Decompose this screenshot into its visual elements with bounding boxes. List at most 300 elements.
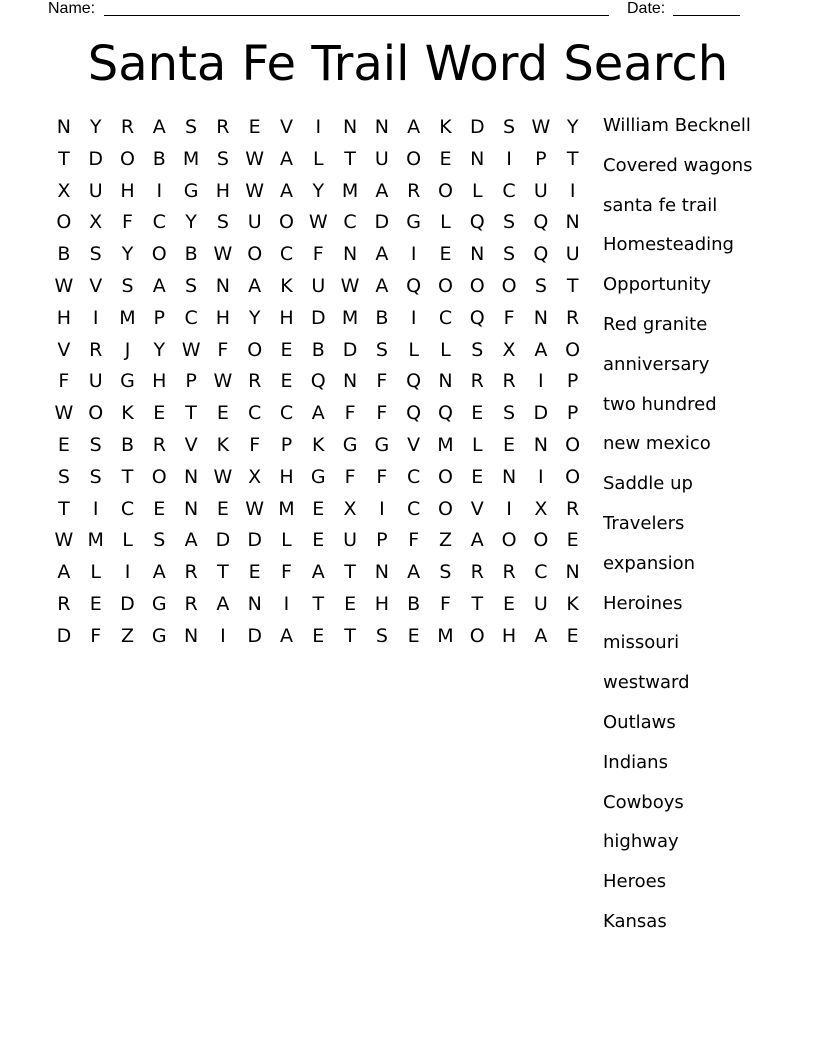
grid-letter: H	[279, 306, 294, 329]
word-list-item: santa fe trail	[603, 194, 718, 216]
grid-letter: E	[89, 592, 102, 615]
word-list-item: William Becknell	[603, 115, 751, 136]
grid-letter: T	[58, 147, 70, 170]
grid-letter: D	[88, 147, 104, 170]
grid-letter: F	[376, 370, 388, 393]
grid-letter: L	[440, 211, 451, 234]
grid-letter: P	[185, 370, 197, 393]
grid-letter: B	[184, 243, 198, 266]
grid-letter: A	[152, 561, 166, 584]
grid-letter: D	[374, 211, 390, 234]
grid-letter: N	[470, 147, 485, 170]
grid-letter: R	[502, 370, 516, 393]
grid-letter: S	[89, 243, 102, 266]
grid-row	[48, 271, 589, 303]
grid-letter: S	[375, 338, 388, 361]
grid-letter: L	[312, 147, 324, 170]
grid-letter: N	[183, 624, 199, 647]
grid-letter: T	[58, 497, 70, 520]
grid-letter: O	[151, 465, 167, 488]
grid-letter: E	[439, 243, 452, 266]
grid-letter: N	[183, 497, 199, 520]
grid-letter: I	[92, 306, 99, 329]
grid-letter: I	[379, 497, 385, 520]
grid-letter: A	[279, 624, 293, 647]
grid-letter: W	[213, 465, 233, 488]
grid-letter: A	[216, 592, 230, 615]
grid-letter: L	[471, 433, 483, 456]
grid-letter: H	[374, 592, 390, 615]
grid-letter: O	[278, 211, 294, 234]
grid-row	[48, 430, 589, 462]
grid-letter: N	[56, 116, 71, 138]
word-list-item: Cowboys	[603, 791, 684, 813]
grid-letter: I	[156, 179, 163, 202]
name-field[interactable]	[104, 15, 609, 16]
grid-letter: E	[471, 465, 484, 488]
grid-letter: O	[120, 147, 135, 170]
grid-letter: S	[439, 561, 452, 584]
grid-letter: O	[565, 465, 581, 488]
grid-letter: R	[566, 497, 580, 520]
grid-letter: E	[471, 402, 484, 425]
grid-letter: R	[248, 370, 262, 393]
grid-letter: A	[57, 561, 71, 584]
grid-letter: A	[407, 116, 421, 138]
grid-letter: I	[283, 592, 290, 615]
grid-letter: T	[217, 561, 229, 584]
grid-letter: S	[89, 465, 102, 488]
grid-letter: T	[471, 592, 484, 615]
grid-letter: R	[57, 592, 71, 615]
header	[0, 0, 816, 20]
grid-letter: X	[89, 211, 103, 234]
grid-letter: O	[469, 624, 485, 647]
grid-letter: P	[280, 433, 293, 456]
grid-letter: N	[342, 116, 358, 138]
grid-row	[48, 398, 589, 430]
grid-letter: F	[344, 465, 356, 488]
grid-letter: C	[407, 497, 421, 520]
grid-letter: I	[92, 497, 99, 520]
grid-letter: M	[119, 306, 136, 329]
grid-letter: Q	[437, 402, 453, 425]
grid-letter: E	[216, 402, 229, 425]
grid-letter: F	[249, 433, 261, 456]
grid-row	[48, 144, 589, 176]
grid-letter: M	[341, 179, 359, 202]
grid-row	[48, 335, 589, 367]
grid-letter: Q	[310, 370, 326, 393]
grid-letter: O	[437, 274, 453, 297]
word-list-item: highway	[603, 831, 679, 853]
grid-letter: F	[408, 529, 420, 552]
grid-letter: W	[245, 147, 265, 170]
grid-letter: D	[342, 338, 358, 361]
grid-letter: N	[215, 274, 230, 297]
grid-letter: R	[89, 338, 103, 361]
grid-letter: I	[538, 465, 544, 488]
grid-letter: S	[57, 465, 70, 488]
word-list-item: Covered wagons	[603, 154, 753, 176]
grid-letter: U	[533, 592, 548, 615]
grid-letter: S	[89, 433, 102, 456]
grid-letter: W	[245, 497, 265, 520]
grid-letter: O	[247, 338, 263, 361]
grid-letter: S	[503, 116, 516, 138]
grid-letter: B	[120, 433, 135, 456]
grid-letter: W	[213, 243, 233, 266]
word-list-item: Opportunity	[603, 274, 712, 296]
grid-letter: E	[503, 433, 516, 456]
grid-letter: J	[124, 338, 131, 361]
grid-letter: A	[248, 274, 262, 297]
word-list-item: Travelers	[603, 512, 685, 534]
grid-letter: F	[376, 465, 388, 488]
grid-letter: L	[408, 338, 419, 361]
grid-letter: X	[343, 497, 357, 520]
grid-letter: N	[342, 243, 358, 266]
grid-letter: U	[343, 529, 358, 552]
grid-letter: C	[248, 402, 262, 425]
grid-letter: C	[279, 243, 294, 266]
grid-letter: H	[279, 465, 294, 488]
grid-letter: E	[280, 338, 293, 361]
grid-letter: K	[280, 274, 293, 297]
grid-letter: X	[534, 497, 548, 520]
grid-letter: A	[184, 529, 198, 552]
grid-letter: W	[245, 179, 265, 202]
grid-letter: S	[375, 624, 388, 647]
grid-letter: I	[538, 370, 544, 393]
grid-letter: D	[533, 402, 549, 425]
grid-letter: A	[152, 116, 166, 138]
name-label: Name:	[48, 0, 96, 17]
grid-letter: O	[151, 243, 167, 266]
grid-row	[48, 176, 589, 208]
grid-letter: Q	[533, 211, 549, 234]
word-list-item: new mexico	[603, 433, 711, 455]
grid-letter: G	[120, 370, 135, 393]
grid-letter: Y	[312, 179, 325, 202]
grid-letter: C	[279, 402, 294, 425]
grid-letter: P	[153, 306, 166, 329]
grid-letter: Y	[248, 306, 261, 329]
grid-letter: G	[183, 179, 199, 202]
grid-letter: L	[90, 561, 101, 584]
grid-letter: A	[375, 179, 389, 202]
grid-letter: T	[344, 561, 356, 584]
grid-letter: F	[58, 370, 70, 393]
grid-letter: E	[407, 624, 420, 647]
word-list-item: Kansas	[603, 910, 667, 932]
grid-letter: N	[565, 211, 580, 234]
grid-letter: P	[566, 370, 579, 393]
grid-letter: T	[566, 147, 579, 170]
grid-letter: R	[184, 592, 198, 615]
grid-row	[48, 207, 589, 239]
grid-row	[48, 589, 589, 621]
grid-letter: S	[503, 211, 516, 234]
grid-letter: K	[312, 433, 325, 456]
grid-letter: O	[501, 529, 517, 552]
grid-letter: U	[88, 179, 103, 202]
date-field[interactable]	[673, 15, 740, 16]
grid-letter: H	[215, 179, 231, 202]
grid-letter: O	[565, 433, 581, 456]
grid-letter: E	[566, 624, 579, 647]
grid-row	[48, 557, 589, 589]
grid-letter: D	[56, 624, 72, 647]
grid-letter: C	[502, 179, 516, 202]
grid-letter: N	[183, 465, 199, 488]
grid-letter: R	[407, 179, 421, 202]
grid-letter: V	[184, 433, 198, 456]
grid-letter: P	[535, 147, 547, 170]
grid-letter: B	[311, 338, 325, 361]
grid-letter: A	[375, 243, 389, 266]
date-label: Date:	[627, 0, 666, 17]
word-list-item: two hundred	[603, 393, 717, 415]
grid-letter: S	[503, 402, 516, 425]
grid-letter: R	[502, 561, 516, 584]
grid-letter: E	[248, 561, 261, 584]
grid-letter: S	[534, 274, 547, 297]
grid-letter: V	[279, 116, 293, 138]
grid-letter: O	[437, 465, 453, 488]
grid-letter: S	[121, 274, 134, 297]
grid-letter: E	[280, 370, 293, 393]
grid-letter: F	[344, 402, 356, 425]
grid-letter: R	[184, 561, 198, 584]
grid-letter: C	[184, 306, 198, 329]
grid-letter: O	[501, 274, 517, 297]
grid-letter: F	[503, 306, 515, 329]
grid-letter: L	[440, 338, 451, 361]
grid-letter: W	[54, 274, 74, 297]
grid-letter: U	[247, 211, 262, 234]
grid-letter: I	[410, 243, 417, 266]
grid-letter: M	[278, 497, 295, 520]
word-list-item: westward	[603, 672, 690, 694]
grid-letter: H	[501, 624, 517, 647]
grid-letter: H	[120, 179, 135, 202]
grid-letter: V	[57, 338, 71, 361]
grid-letter: F	[90, 624, 102, 647]
grid-letter: H	[56, 306, 72, 329]
grid-letter: M	[437, 433, 454, 456]
grid-letter: W	[54, 402, 74, 425]
grid-letter: A	[311, 561, 325, 584]
grid-letter: R	[566, 306, 580, 329]
grid-letter: Y	[566, 116, 579, 138]
grid-letter: C	[120, 497, 135, 520]
grid-letter: G	[374, 433, 390, 456]
grid-letter: A	[152, 274, 166, 297]
grid-letter: A	[311, 402, 325, 425]
grid-letter: L	[122, 529, 133, 552]
grid-row	[48, 239, 589, 271]
grid-row	[48, 494, 589, 526]
grid-letter: B	[57, 243, 71, 266]
grid-row	[48, 366, 589, 398]
grid-row	[48, 303, 589, 335]
grid-row	[48, 112, 589, 144]
grid-letter: O	[469, 274, 485, 297]
word-list-item: Homesteading	[603, 234, 734, 256]
grid-letter: V	[89, 274, 103, 297]
grid-letter: E	[312, 529, 325, 552]
grid-letter: D	[310, 306, 326, 329]
grid-letter: T	[121, 465, 134, 488]
grid-letter: C	[152, 211, 166, 234]
grid-letter: A	[470, 529, 484, 552]
grid-letter: E	[566, 529, 579, 552]
grid-letter: T	[344, 147, 356, 170]
grid-letter: N	[438, 370, 453, 393]
grid-letter: W	[340, 274, 360, 297]
grid-row	[48, 525, 589, 557]
grid-letter: F	[217, 338, 229, 361]
grid-letter: X	[57, 179, 71, 202]
grid-letter: P	[376, 529, 388, 552]
grid-letter: S	[216, 211, 229, 234]
grid-letter: D	[247, 624, 262, 647]
grid-letter: D	[215, 529, 231, 552]
grid-letter: N	[565, 561, 580, 584]
grid-letter: Y	[121, 243, 134, 266]
grid-letter: I	[569, 179, 576, 202]
word-list-item: Outlaws	[603, 711, 676, 733]
grid-letter: K	[216, 433, 230, 456]
grid-letter: I	[315, 116, 322, 138]
grid-letter: G	[151, 624, 167, 647]
grid-letter: W	[181, 338, 201, 361]
page-title: Santa Fe Trail Word Search	[87, 36, 729, 92]
grid-letter: Z	[438, 529, 452, 552]
letter-grid	[48, 112, 589, 653]
grid-letter: A	[407, 561, 421, 584]
grid-letter: F	[376, 402, 388, 425]
grid-letter: S	[185, 274, 198, 297]
grid-letter: K	[121, 402, 134, 425]
grid-letter: T	[312, 592, 325, 615]
word-list-item: Saddle up	[603, 473, 693, 495]
grid-letter: Y	[89, 116, 102, 138]
grid-letter: N	[533, 433, 548, 456]
grid-letter: E	[312, 624, 325, 647]
grid-letter: Q	[533, 243, 549, 266]
grid-letter: I	[124, 561, 131, 584]
grid-letter: M	[437, 624, 454, 647]
grid-letter: I	[506, 147, 512, 170]
grid-letter: X	[248, 465, 262, 488]
grid-letter: N	[374, 116, 389, 138]
grid-letter: E	[312, 497, 325, 520]
grid-letter: B	[407, 592, 421, 615]
grid-letter: D	[469, 116, 485, 138]
grid-letter: W	[54, 529, 74, 552]
grid-letter: R	[120, 116, 135, 138]
grid-row	[48, 462, 589, 494]
grid-letter: R	[152, 433, 166, 456]
grid-letter: L	[281, 529, 292, 552]
grid-letter: X	[502, 338, 516, 361]
grid-letter: U	[311, 274, 326, 297]
word-list-item: Indians	[603, 751, 668, 773]
grid-letter: M	[87, 529, 104, 552]
grid-letter: F	[439, 592, 451, 615]
grid-letter: S	[185, 116, 198, 138]
grid-letter: O	[56, 211, 72, 234]
grid-letter: G	[151, 592, 167, 615]
grid-letter: E	[153, 497, 166, 520]
grid-letter: B	[152, 147, 166, 170]
grid-letter: C	[407, 465, 421, 488]
grid-letter: S	[471, 338, 484, 361]
grid-letter: G	[310, 465, 326, 488]
word-list-item: anniversary	[603, 353, 710, 375]
grid-letter: P	[566, 402, 579, 425]
grid-letter: E	[57, 433, 70, 456]
word-list-item: missouri	[603, 632, 680, 654]
grid-letter: E	[216, 497, 229, 520]
grid-letter: I	[220, 624, 226, 647]
grid-letter: O	[247, 243, 263, 266]
grid-letter: L	[471, 179, 483, 202]
grid-letter: A	[534, 338, 548, 361]
grid-letter: O	[437, 179, 453, 202]
grid-letter: Q	[406, 370, 422, 393]
grid-letter: A	[375, 274, 389, 297]
grid-letter: W	[213, 370, 233, 393]
grid-letter: E	[344, 592, 357, 615]
grid-letter: H	[152, 370, 167, 393]
grid-letter: W	[308, 211, 328, 234]
grid-letter: N	[533, 306, 548, 329]
grid-letter: C	[343, 211, 357, 234]
grid-row	[48, 621, 589, 653]
word-list	[603, 106, 753, 942]
grid-letter: E	[248, 116, 261, 138]
grid-letter: Y	[185, 211, 197, 234]
grid-letter: D	[120, 592, 135, 615]
grid-letter: U	[533, 179, 548, 202]
grid-letter: S	[503, 243, 516, 266]
grid-letter: N	[470, 243, 485, 266]
grid-letter: R	[470, 370, 484, 393]
grid-letter: F	[281, 561, 292, 584]
grid-letter: O	[88, 402, 104, 425]
grid-letter: I	[410, 306, 417, 329]
grid-letter: R	[470, 561, 484, 584]
word-list-item: Heroes	[603, 871, 667, 893]
word-list-item: Heroines	[603, 592, 683, 614]
grid-letter: G	[406, 211, 422, 234]
grid-letter: U	[374, 147, 389, 170]
grid-letter: K	[439, 116, 452, 138]
grid-letter: R	[216, 116, 230, 138]
grid-letter: Z	[120, 624, 134, 647]
grid-letter: Q	[406, 402, 422, 425]
grid-letter: I	[506, 497, 512, 520]
grid-letter: A	[279, 179, 293, 202]
grid-letter: T	[185, 402, 197, 425]
grid-letter: N	[342, 370, 358, 393]
grid-letter: F	[312, 243, 324, 266]
grid-letter: H	[215, 306, 231, 329]
grid-letter: N	[374, 561, 389, 584]
